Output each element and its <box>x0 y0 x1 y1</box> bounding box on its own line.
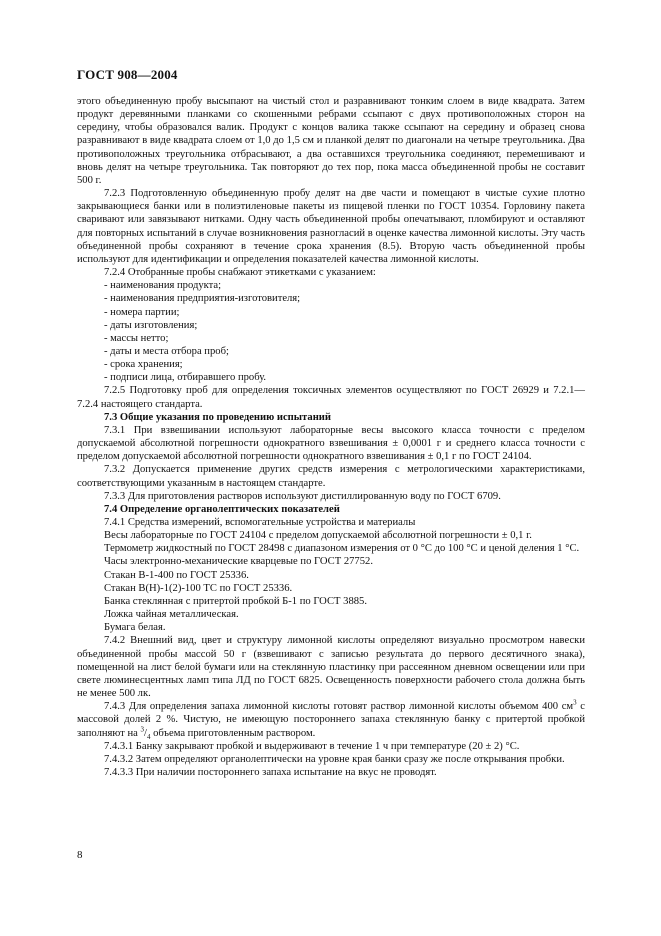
list-item: - срока хранения; <box>104 359 183 371</box>
list-item: - подписи лица, отбиравшего пробу. <box>104 372 267 384</box>
equipment-jar: Банка стеклянная с притертой пробкой Б-1 по ГОСТ 3885. <box>104 595 367 607</box>
body-text <box>77 95 585 779</box>
paragraph-7-2-2-continued: этого объединенную пробу высыпают на чистый стол и разравнивают тонким слоем в виде квадрата. Затем продукт деревянными планками со скошенными ребрами ссыпают с двух противоположных сторон на середину, чтобы образовался валик. Продукт с концов валика также ссыпают на середину и образец снова разравнивают в виде квадрата слоем от 1,0 до 1,5 см и планкой делят по диагонали на четыре треугольника. Два противоположных треугольника отбрасывают, а два оставшихся треугольника соединяют, перемешивают и вновь делят на четыре треугольника. Так повторяют до тех пор, пока масса объединенной пробы не составит 500 г. <box>77 96 585 186</box>
paragraph-7-4-1: 7.4.1 Средства измерений, вспомогательные устройства и материалы <box>104 517 416 528</box>
equipment-paper: Бумага белая. <box>104 622 166 634</box>
list-item: - номера партии; <box>104 306 180 318</box>
section-heading-7-3: 7.3 Общие указания по проведению испытаний <box>104 411 331 423</box>
paragraph-7-4-3: 7.4.3 Для определения запаха лимонной кислоты готовят раствор лимонной кислоты объемом 400 $см^3$ с массовой долей 2 %. Чистую, не имеющую постороннего запаха стеклянную банку с притертой пробкой заполняют на $^3/_4$ объема приготовленным раствором. <box>77 698 585 741</box>
paragraph-7-4-3-1: 7.4.3.1 Банку закрывают пробкой и выдерживают в течение 1 ч при температуре (20 ± 2) °С. <box>104 740 520 752</box>
paragraph-7-2-3: 7.2.3 Подготовленную объединенную пробу делят на две части и помещают в чистые сухие плотно закрывающиеся банки или в полиэтиленовые пакеты из пищевой пленки по ГОСТ 10354. Горловину пакета сваривают или завязывают нитками. Одну часть объединенной пробы опечатывают, пломбируют и оставляют для повторных испытаний в случае возникновения разногласий в оценке качества лимонной кислоты. Эту часть объединенной пробы сохраняют в течение срока хранения (8.5). Вторую часть объединенной пробы используют для идентификации и определения показателей качества лимонной кислоты. <box>77 188 585 265</box>
list-item: - массы нетто; <box>104 332 169 344</box>
equipment-beaker-400: Стакан В-1-400 по ГОСТ 25336. <box>104 569 249 581</box>
paragraph-7-3-2: 7.3.2 Допускается применение других средств измерения с метрологическими характеристиками, соответствующими указанным в настоящем стандарте. <box>77 464 585 489</box>
paragraph-7-4-3-part2: с массовой долей 2 %. Чистую, не имеющую постороннего запаха стеклянную банку с притертой пробкой заполняют на <box>77 701 585 739</box>
volume-unit-superscript: 3 <box>573 698 577 707</box>
list-item: - наименования продукта; <box>104 280 222 292</box>
fraction-numerator: 3 <box>140 724 144 733</box>
fraction-denominator: 4 <box>146 732 151 741</box>
paragraph-7-4-3-part1: 7.4.3 Для определения запаха лимонной кислоты готовят раствор лимонной кислоты объемом 400 см <box>104 701 574 713</box>
paragraph-7-4-3-part3: объема приготовленным раствором. <box>150 727 316 739</box>
list-item: - наименования предприятия-изготовителя; <box>104 293 301 305</box>
list-item: - даты изготовления; <box>104 319 198 331</box>
page-number: 8 <box>77 849 83 861</box>
equipment-beaker-100: Стакан В(Н)-1(2)-100 ТС по ГОСТ 25336. <box>104 582 293 594</box>
paragraph-7-3-1: 7.3.1 При взвешивании используют лабораторные весы высокого класса точности с пределом допускаемой абсолютной погрешности однократного взвешивания ± 0,0001 г и среднего класса точности с пределом допускаемой абсолютной погрешности однократного взвешивания ± 0,1 г по ГОСТ 24104. <box>77 424 585 463</box>
paragraph-7-2-4: 7.2.4 Отобранные пробы снабжают этикетками с указанием: <box>104 267 376 279</box>
document-header: ГОСТ 908—2004 <box>77 67 178 82</box>
paragraph-7-2-5: 7.2.5 Подготовку проб для определения токсичных элементов осуществляют по ГОСТ 26929 и 7.2.1—7.2.4 настоящего стандарта. <box>77 385 585 410</box>
equipment-clock: Часы электронно-механические кварцевые по ГОСТ 27752. <box>104 556 373 568</box>
paragraph-7-4-3-2: 7.4.3.2 Затем определяют органолептически на уровне края банки сразу же после открывания пробки. <box>104 753 565 765</box>
paragraph-7-3-3: 7.3.3 Для приготовления растворов используют дистиллированную воду по ГОСТ 6709. <box>104 490 501 502</box>
list-item: - даты и места отбора проб; <box>104 345 229 357</box>
equipment-scales: Весы лабораторные по ГОСТ 24104 с пределом допускаемой абсолютной погрешности ± 0,1 г. <box>104 530 532 542</box>
paragraph-7-4-3-3: 7.4.3.3 При наличии постороннего запаха испытание на вкус не проводят. <box>104 766 437 778</box>
section-heading-7-4: 7.4 Определение органолептических показателей <box>104 503 340 515</box>
equipment-thermometer: Термометр жидкостный по ГОСТ 28498 с диапазоном измерения от 0 °С до 100 °С и ценой деления 1 °С. <box>104 543 580 555</box>
equipment-spoon: Ложка чайная металлическая. <box>104 609 239 621</box>
paragraph-7-4-2: 7.4.2 Внешний вид, цвет и структуру лимонной кислоты определяют визуально просмотром навески объединенной пробы массой 50 г (взвешивают с записью результата до первого десятичного знака), помещенной на лист белой бумаги или на стеклянную пластинку при рассеянном дневном освещении или при свете люминесцентных ламп типа ЛД по ГОСТ 6825. Освещенность поверхности рабочего стола должна быть не менее 500 лк. <box>77 635 585 700</box>
